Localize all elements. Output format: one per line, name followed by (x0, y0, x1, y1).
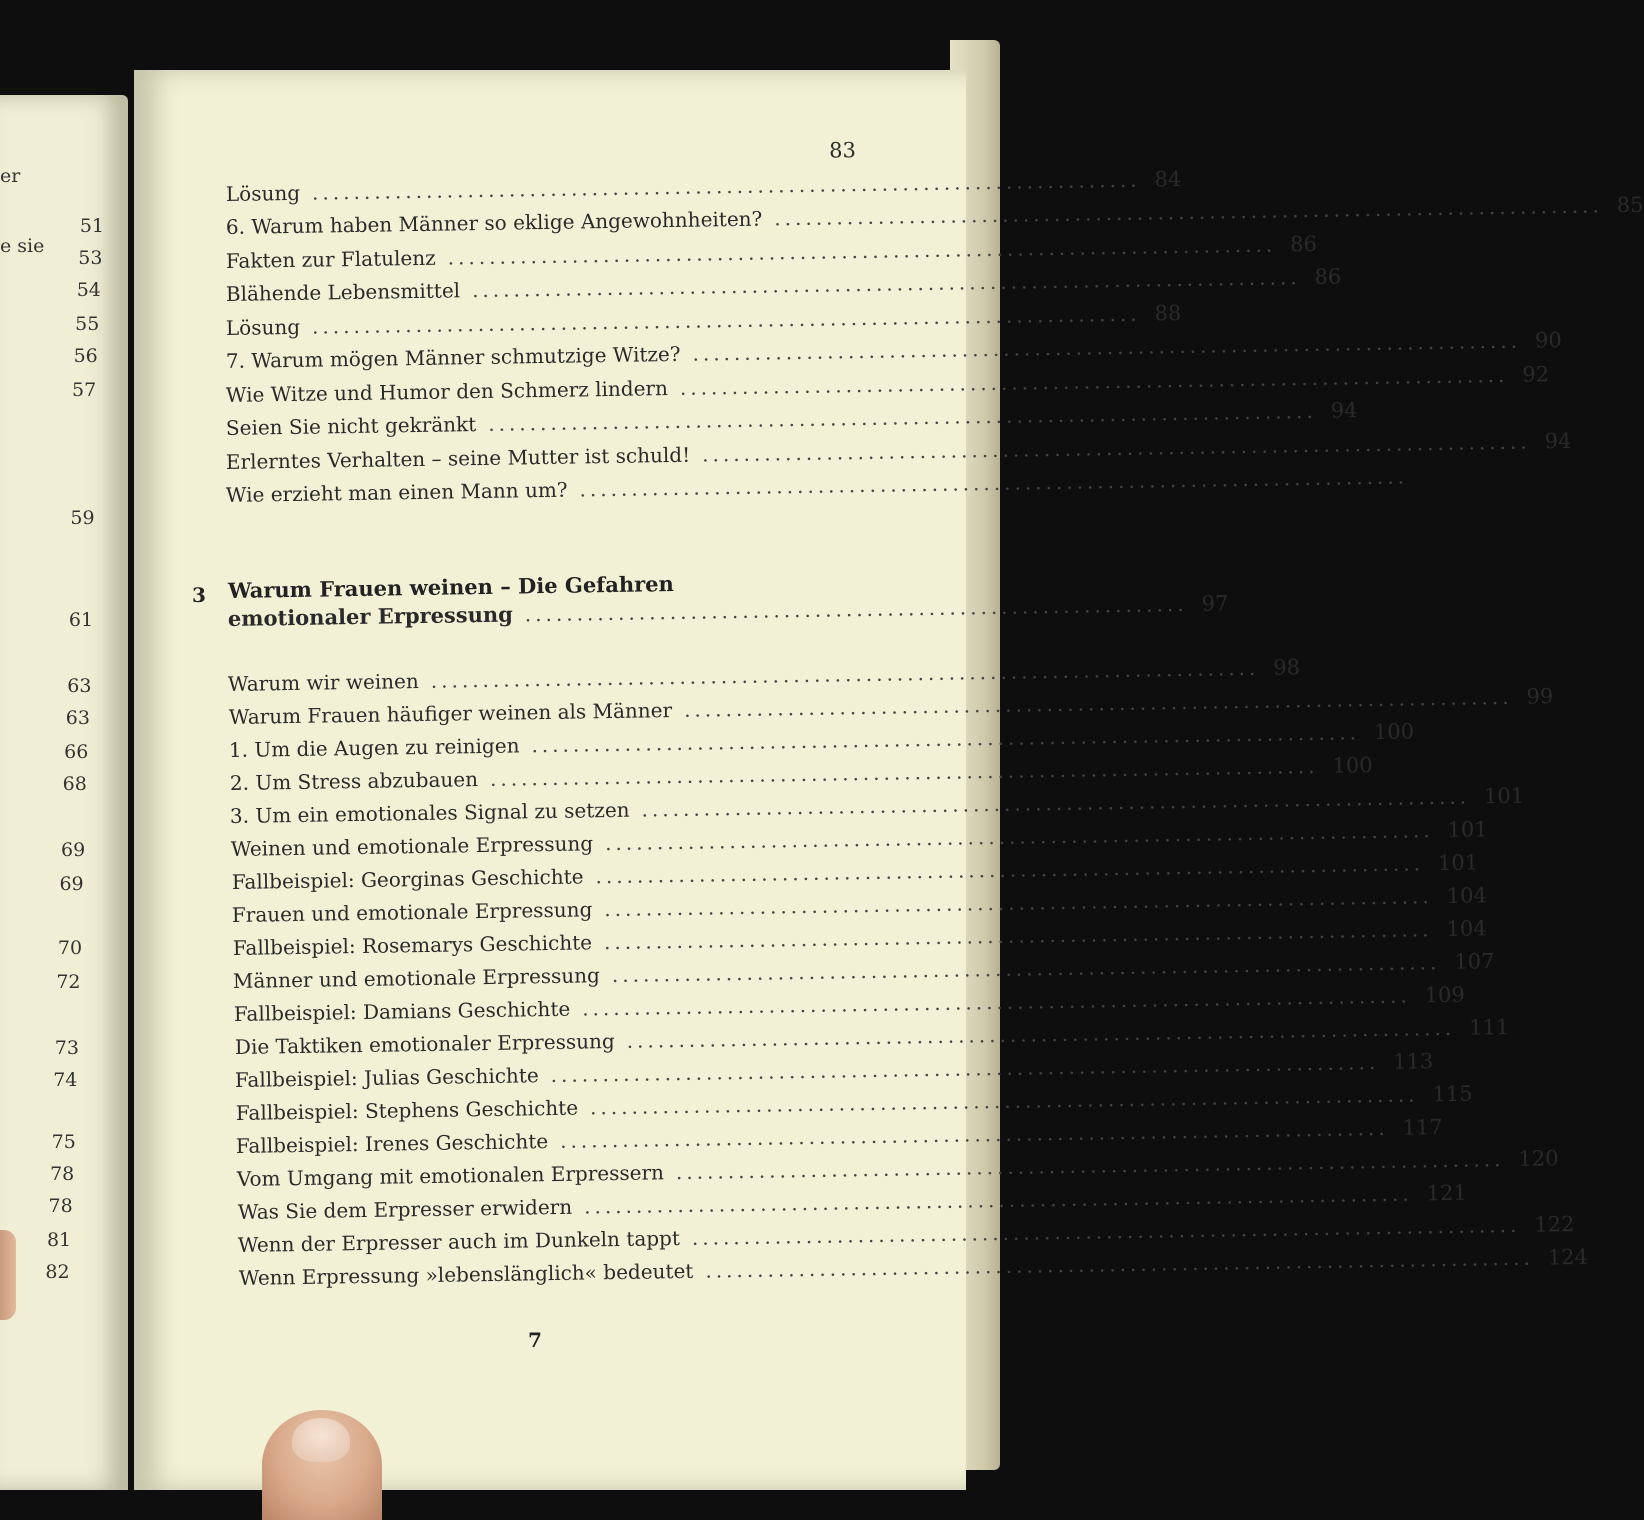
toc-entry-page: 104 (1446, 883, 1488, 908)
toc-entry-page: 100 (1332, 753, 1373, 778)
left-toc-number: 69 (59, 873, 84, 895)
dot-leader: ................................................................................ (471, 265, 1301, 303)
toc-entry-title: Frauen und emotionale Erpressung (231, 897, 593, 927)
toc-entry-page: 99 (1525, 684, 1554, 709)
left-toc-number: 75 (51, 1131, 76, 1153)
toc-entry-page: 115 (1432, 1081, 1473, 1107)
toc-entry-page: 101 (1447, 817, 1488, 842)
left-toc-number: 73 (54, 1037, 79, 1059)
toc-entry-page: 86 (1314, 264, 1342, 289)
toc-entry-page: 94 (1330, 398, 1358, 423)
toc-entry-page: 86 (1289, 231, 1318, 256)
toc-entry-page: 85 (1616, 192, 1644, 218)
toc-entry-title: Wenn Erpressung »lebenslänglich« bedeutet (238, 1258, 694, 1290)
toc-entry-title: Lösung (225, 180, 301, 206)
toc-entry-title: Weinen und emotionale Erpressung (230, 831, 594, 861)
toc-entry-page: 92 (1522, 361, 1550, 387)
toc-entry-title: Fallbeispiel: Stephens Geschichte (235, 1095, 579, 1125)
dot-leader: ................................................................................ (589, 1082, 1419, 1120)
toc-entry-page: 121 (1426, 1180, 1467, 1206)
left-toc-number: 61 (68, 609, 94, 631)
dot-leader: ................................................................ (524, 591, 1188, 627)
toc-entry-page: 124 (1547, 1244, 1588, 1270)
toc-entry-page: 122 (1534, 1212, 1575, 1237)
dot-leader: ................................................................................ (641, 784, 1471, 822)
left-toc-number: 55 (75, 313, 100, 335)
dot-leader: ................................................................................ (311, 167, 1141, 205)
toc-entry-page: 120 (1518, 1146, 1559, 1171)
dot-leader: ................................................................................ (683, 684, 1513, 722)
finger-nail (292, 1418, 350, 1462)
toc-entry-title: Wie erzieht man einen Mann um? (225, 477, 568, 507)
dot-leader: ................................................................................ (550, 1050, 1380, 1088)
toc-entry-title: Warum Frauen häufiger weinen als Männer (228, 698, 672, 729)
dot-leader: ................................................................................ (488, 398, 1317, 436)
toc-entry-page: 104 (1446, 916, 1487, 941)
dot-leader: ................................................................................ (579, 464, 1409, 502)
dot-leader: ................................................................................ (774, 193, 1603, 231)
left-toc-number: 53 (78, 247, 103, 269)
dot-leader: ................................................................................ (560, 1115, 1390, 1153)
dot-leader: ................................................................................ (604, 818, 1434, 856)
dot-leader: ................................................................................ (583, 1181, 1413, 1219)
chapter-page-number: 97 (1201, 591, 1229, 616)
dot-leader: ................................................................................ (489, 753, 1319, 791)
left-toc-number: 69 (61, 839, 86, 861)
page-folio: 7 (528, 1328, 542, 1352)
toc-entry-page: 94 (1544, 428, 1572, 453)
left-toc-number: 66 (64, 741, 89, 763)
dot-leader: ................................................................................ (626, 1015, 1455, 1053)
dot-leader: ................................................................................ (604, 884, 1434, 922)
toc-entry-page: 100 (1373, 719, 1415, 745)
left-toc-number: 54 (76, 279, 101, 301)
toc-entry-title: Blähende Lebensmittel (225, 278, 461, 306)
toc-entry-page: 83 (828, 138, 857, 163)
thumb (0, 1230, 16, 1320)
toc-entry-title: Fallbeispiel: Irenes Geschichte (236, 1129, 549, 1158)
dot-leader: ................................................................................ (582, 983, 1411, 1021)
dot-leader: ................................................................................ (704, 1245, 1534, 1283)
toc-entry-page: 84 (1154, 166, 1182, 191)
toc-entry-title: 1. Um die Augen zu reinigen (228, 733, 520, 762)
toc-entry-title: 7. Warum mögen Männer schmutzige Witze? (225, 341, 681, 373)
toc-entry-page: 107 (1454, 949, 1496, 974)
toc-entry-page: 111 (1468, 1014, 1510, 1040)
dot-leader: ................................................................................ (701, 429, 1531, 467)
toc-entry-page: 109 (1424, 982, 1465, 1008)
toc-entry-page: 98 (1273, 655, 1301, 680)
toc-entry-page: 90 (1534, 328, 1562, 353)
toc-entry-title: 2. Um Stress abzubauen (229, 767, 478, 795)
toc-entry-title: 6. Warum haben Männer so eklige Angewohnheiten? (225, 206, 763, 239)
toc-entry-title: Fallbeispiel: Rosemarys Geschichte (232, 930, 593, 960)
toc-entry-title: Fallbeispiel: Damians Geschichte (233, 996, 571, 1026)
left-toc-number: 82 (45, 1261, 70, 1283)
toc-entry-title: Seien Sie nicht gekränkt (225, 412, 477, 440)
dot-leader: ................................................................................ (691, 1212, 1521, 1250)
toc-entry-title: Vom Umgang mit emotionalen Erpressern (236, 1160, 665, 1191)
left-toc-number: 70 (57, 937, 83, 959)
toc-entry-title: Fallbeispiel: Georginas Geschichte (231, 864, 584, 894)
toc-entry-title: 3. Um ein emotionales Signal zu setzen (230, 797, 631, 828)
toc-entry-title: Die Taktiken emotionaler Erpressung (234, 1029, 615, 1059)
toc-entry-title: Wie Witze und Humor den Schmerz lindern (225, 375, 669, 407)
dot-leader (238, 158, 798, 167)
dot-leader: ................................................................................ (679, 362, 1509, 400)
chapter-title-line2: emotionaler Erpressung (227, 601, 513, 631)
left-text-fragment: e sie (0, 235, 45, 257)
toc-entry-page: 113 (1393, 1049, 1434, 1074)
dot-leader: ................................................................................ (675, 1147, 1505, 1185)
chapter-title-line1: Warum Frauen weinen – Die Gefahren (227, 570, 674, 603)
left-toc-number: 51 (79, 215, 104, 237)
left-toc-number: 63 (65, 707, 90, 729)
dot-leader: ................................................................................ (612, 950, 1441, 988)
left-text-fragment: er (0, 165, 21, 187)
left-toc-number: 78 (48, 1195, 73, 1217)
dot-leader: ................................................................................ (692, 328, 1522, 366)
left-toc-number: 68 (62, 773, 87, 795)
dot-leader: ................................................................................ (430, 655, 1260, 693)
toc-entry-title: Männer und emotionale Erpressung (233, 963, 601, 993)
left-toc-number: 72 (56, 971, 81, 993)
left-toc-number: 81 (46, 1229, 72, 1251)
toc-entry-page: 88 (1154, 300, 1182, 325)
toc-entry-title: Erlerntes Verhalten – seine Mutter ist schuld! (225, 442, 691, 474)
toc-entry-title: Lösung (225, 314, 301, 340)
left-toc-number: 57 (72, 379, 97, 401)
toc-entry-title: Was Sie dem Erpresser erwidern (237, 1194, 572, 1224)
toc-entry-title: Fallbeispiel: Julias Geschichte (234, 1063, 540, 1092)
toc-entry-title: Warum wir weinen (227, 669, 419, 696)
dot-leader: ................................................................................ (311, 301, 1141, 339)
toc-entry-title: Wenn der Erpresser auch im Dunkeln tappt (237, 1226, 681, 1257)
toc-entry-title: Fakten zur Flatulenz (225, 245, 436, 273)
left-toc-number: 56 (73, 345, 98, 367)
dot-leader: ................................................................................ (594, 851, 1424, 889)
chapter-number: 3 (192, 583, 206, 607)
dot-leader: ................................................................................ (531, 720, 1361, 758)
toc-entry-page: 101 (1484, 783, 1525, 809)
dot-leader: ................................................................................ (447, 232, 1277, 270)
left-toc-number: 59 (70, 507, 95, 529)
dot-leader: ................................................................................ (603, 917, 1433, 955)
toc-entry-page: 101 (1437, 850, 1478, 876)
toc-entry-page: 117 (1402, 1115, 1444, 1140)
left-toc-number: 78 (50, 1163, 75, 1185)
left-toc-number: 74 (53, 1069, 78, 1091)
left-toc-number: 63 (67, 675, 92, 697)
left-page (0, 95, 128, 1490)
